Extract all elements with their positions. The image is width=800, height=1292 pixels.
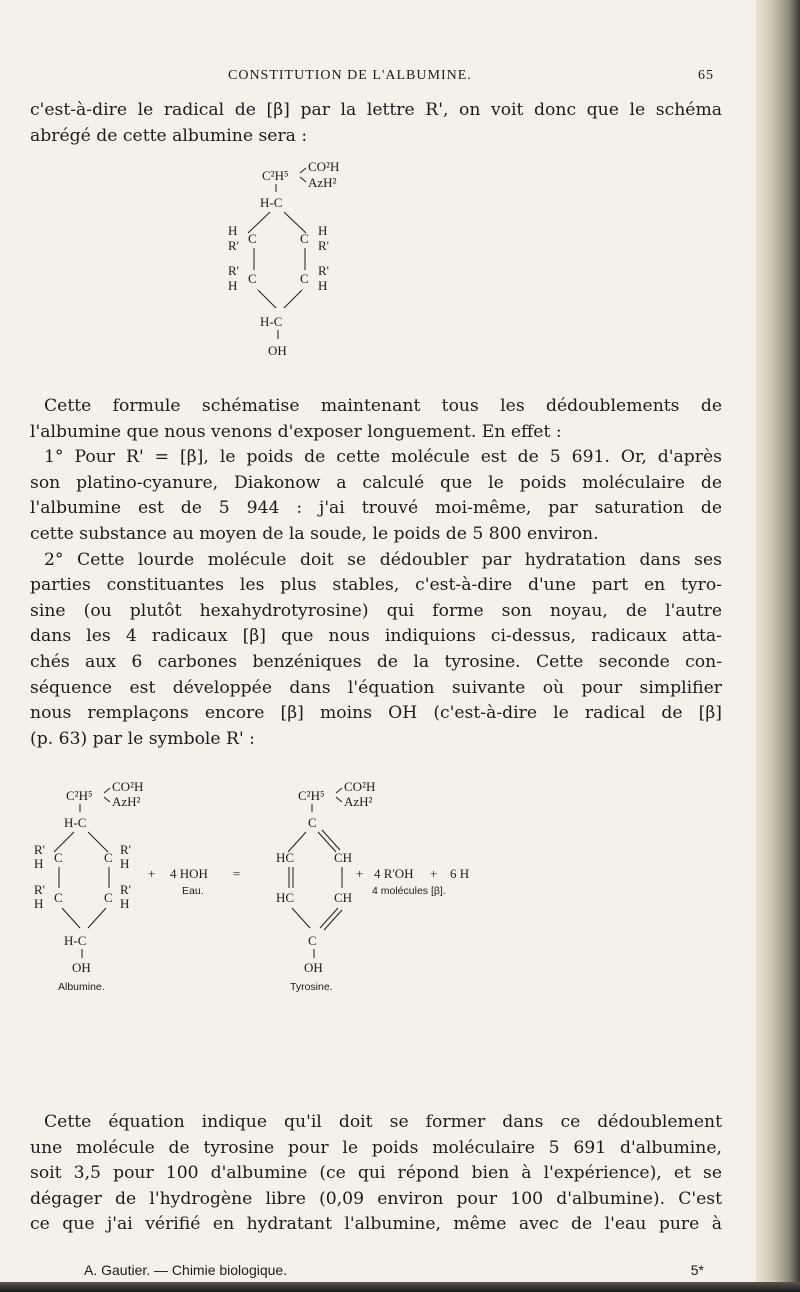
eq-right-oh: OH: [304, 960, 323, 975]
eq-equals: =: [233, 866, 241, 881]
text-line: cette substance au moyen de la soude, le poids de 5 800 environ.: [30, 523, 599, 544]
page-bottom-edge: [0, 1282, 800, 1292]
text-line: (p. 63) par le symbole R' :: [30, 728, 255, 749]
text-line: ce que j'ai vérifié en hydratant l'albumine, même avec de l'eau pure à: [30, 1214, 722, 1235]
eq-left-rc1: C: [104, 850, 113, 865]
text-line: c'est-à-dire le radical de [β] par la lettre R', on voit donc que le schéma: [30, 100, 722, 120]
albumin-schema-formula: [0, 140, 760, 375]
formula-right-c1: C: [300, 231, 309, 246]
formula-left-c2: C: [248, 271, 257, 286]
eq-water-caption: Eau.: [182, 885, 204, 897]
text-line: abrégé de cette albumine sera :: [30, 125, 308, 146]
formula-co2h: CO²H: [308, 159, 340, 174]
eq-left-c2h5: C²H⁵: [66, 788, 93, 803]
footer-signature: A. Gautier. — Chimie biologique.: [84, 1262, 288, 1278]
text-line: l'albumine est de 5 944 : j'ai trouvé moi-même, par saturation de: [30, 498, 722, 519]
formula-left-c1: C: [248, 231, 257, 246]
formula-rb-r: R': [318, 263, 330, 278]
formula-rt-h: H: [318, 223, 328, 238]
page-footer: [84, 1262, 704, 1282]
eq-left-rt-h: H: [120, 856, 130, 871]
formula-c2h5: C²H⁵: [262, 168, 289, 183]
eq-left-azh2: AzH²: [112, 794, 141, 809]
footer-signature-mark: 5*: [690, 1262, 704, 1278]
eq-right-caption: Tyrosine.: [290, 981, 333, 993]
page-number: 65: [698, 68, 714, 83]
formula-lb-r: R': [228, 263, 240, 278]
eq-right-hc1: HC: [276, 850, 295, 865]
text-line: nous remplaçons encore [β] moins OH (c'est-à-dire le radical de [β]: [30, 703, 722, 724]
eq-left-rb-h: H: [120, 896, 130, 911]
text-line: sine (ou plutôt hexahydrotyrosine) qui forme son noyau, de l'autre: [30, 600, 722, 621]
running-title: CONSTITUTION DE L'ALBUMINE.: [228, 68, 472, 83]
eq-right-bottom-c: C: [308, 933, 317, 948]
eq-left-rt-r: R': [120, 842, 132, 857]
eq-left-bottom-c: H-C: [64, 933, 87, 948]
eq-hydrogen: 6 H: [450, 866, 470, 881]
eq-product-caption: 4 molécules [β].: [372, 885, 446, 897]
conclusion-paragraph: [30, 1110, 722, 1238]
eq-right-hc2: HC: [276, 890, 295, 905]
eq-left-lt-h: H: [34, 856, 44, 871]
formula-rb-h: H: [318, 278, 328, 293]
eq-right-top-c: C: [308, 815, 317, 830]
formula-lt-h: H: [228, 223, 238, 238]
eq-right-ch2: CH: [334, 890, 353, 905]
eq-left-caption: Albumine.: [58, 981, 105, 993]
formula-top-c: H-C: [260, 195, 283, 210]
eq-left-lt-r: R': [34, 842, 46, 857]
text-line: séquence est développée dans l'équation suivante où pour simplifier: [30, 677, 722, 698]
eq-left-lb-h: H: [34, 896, 44, 911]
text-line: dégager de l'hydrogène libre (0,09 environ pour 100 d'albumine). C'est: [30, 1188, 722, 1209]
text-line: 1° Pour R' = [β], le poids de cette molécule est de 5 691. Or, d'après: [44, 447, 722, 468]
text-line: soit 3,5 pour 100 d'albumine (ce qui répond bien à l'expérience), et se: [30, 1163, 722, 1184]
text-line: 2° Cette lourde molécule doit se dédoubler par hydratation dans ses: [44, 549, 722, 570]
text-line: Cette formule schématise maintenant tous les dédoublements de: [44, 396, 722, 416]
eq-right-co2h: CO²H: [344, 779, 376, 794]
book-spine-edge: [756, 0, 800, 1292]
eq-left-oh: OH: [72, 960, 91, 975]
eq-left-top-c: H-C: [64, 815, 87, 830]
formula-oh: OH: [268, 343, 287, 358]
formula-rt-r: R': [318, 238, 330, 253]
text-line: l'albumine que nous venons d'exposer longuement. En effet :: [30, 421, 562, 442]
formula-lt-r: R': [228, 238, 240, 253]
eq-left-rb-r: R': [120, 882, 132, 897]
eq-water: 4 HOH: [170, 866, 208, 881]
text-line: parties constituantes les plus stables, c'est-à-dire d'une part en tyro-: [30, 575, 722, 596]
eq-product: 4 R'OH: [374, 866, 414, 881]
eq-left-lb-r: R': [34, 882, 46, 897]
text-line: chés aux 6 carbones benzéniques de la tyrosine. Cette seconde con-: [30, 651, 722, 672]
formula-bottom-c: H-C: [260, 314, 283, 329]
text-line: son platino-cyanure, Diakonow a calculé que le poids moléculaire de: [30, 472, 722, 493]
text-line: une molécule de tyrosine pour le poids moléculaire 5 691 d'albumine,: [30, 1137, 722, 1158]
formula-lb-h: H: [228, 278, 238, 293]
eq-left-c1: C: [54, 850, 63, 865]
eq-left-rc2: C: [104, 890, 113, 905]
explanation-paragraph: [30, 394, 722, 752]
text-line: dans les 4 radicaux [β] que nous indiquions ci-dessus, radicaux atta-: [30, 626, 722, 647]
eq-plus-2: +: [356, 866, 364, 881]
eq-plus-1: +: [148, 866, 156, 881]
eq-plus-3: +: [430, 866, 438, 881]
eq-left-c2: C: [54, 890, 63, 905]
hydration-equation: [0, 770, 760, 1020]
eq-left-co2h: CO²H: [112, 779, 144, 794]
formula-azh2: AzH²: [308, 175, 337, 190]
formula-right-c2: C: [300, 271, 309, 286]
eq-right-azh2: AzH²: [344, 794, 373, 809]
eq-right-ch1: CH: [334, 850, 353, 865]
text-line: Cette équation indique qu'il doit se former dans ce dédoublement: [44, 1112, 722, 1132]
eq-right-c2h5: C²H⁵: [298, 788, 325, 803]
running-header: [0, 68, 760, 88]
